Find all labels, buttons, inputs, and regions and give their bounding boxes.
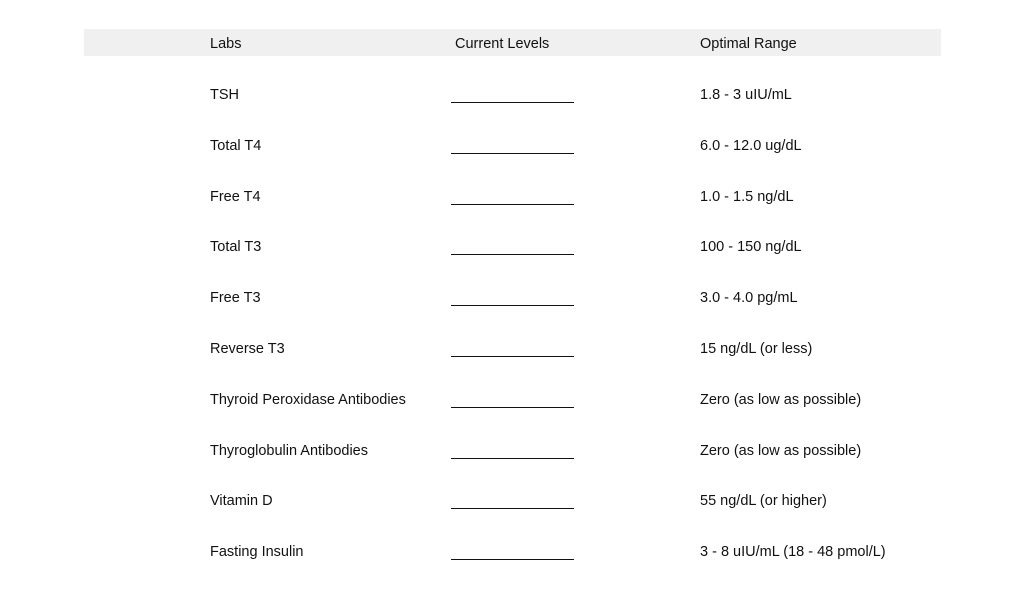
lab-name: Thyroglobulin Antibodies	[210, 443, 368, 459]
table-row	[0, 544, 1024, 564]
lab-name: Free T4	[210, 189, 261, 205]
optimal-range-value: 3 - 8 uIU/mL (18 - 48 pmol/L)	[700, 544, 886, 560]
current-level-blank[interactable]	[451, 102, 574, 103]
current-level-blank[interactable]	[451, 508, 574, 509]
table-row	[0, 138, 1024, 158]
lab-name: Free T3	[210, 290, 261, 306]
optimal-range-value: 1.0 - 1.5 ng/dL	[700, 189, 794, 205]
current-level-blank[interactable]	[451, 305, 574, 306]
current-level-blank[interactable]	[451, 407, 574, 408]
lab-name: Vitamin D	[210, 493, 273, 509]
header-labs: Labs	[210, 36, 242, 52]
header-optimal-range: Optimal Range	[700, 36, 797, 52]
current-level-blank[interactable]	[451, 458, 574, 459]
optimal-range-value: 3.0 - 4.0 pg/mL	[700, 290, 798, 306]
optimal-range-value: 100 - 150 ng/dL	[700, 239, 802, 255]
current-level-blank[interactable]	[451, 559, 574, 560]
table-row	[0, 239, 1024, 259]
header-current-levels: Current Levels	[455, 36, 550, 52]
current-level-blank[interactable]	[451, 254, 574, 255]
table-row	[0, 189, 1024, 209]
lab-name: Total T4	[210, 138, 262, 154]
optimal-range-value: 15 ng/dL (or less)	[700, 341, 813, 357]
lab-name: TSH	[210, 87, 239, 103]
optimal-range-value: 55 ng/dL (or higher)	[700, 493, 827, 509]
optimal-range-value: 6.0 - 12.0 ug/dL	[700, 138, 802, 154]
lab-name: Total T3	[210, 239, 262, 255]
table-row	[0, 341, 1024, 361]
optimal-range-value: Zero (as low as possible)	[700, 443, 862, 459]
lab-name: Reverse T3	[210, 341, 285, 357]
table-row	[0, 87, 1024, 107]
current-level-blank[interactable]	[451, 356, 574, 357]
table-row	[0, 443, 1024, 463]
table-row	[0, 290, 1024, 310]
current-level-blank[interactable]	[451, 204, 574, 205]
lab-name: Thyroid Peroxidase Antibodies	[210, 392, 406, 408]
optimal-range-value: 1.8 - 3 uIU/mL	[700, 87, 792, 103]
current-level-blank[interactable]	[451, 153, 574, 154]
table-row	[0, 392, 1024, 412]
optimal-range-value: Zero (as low as possible)	[700, 392, 862, 408]
lab-name: Fasting Insulin	[210, 544, 304, 560]
table-row	[0, 493, 1024, 513]
